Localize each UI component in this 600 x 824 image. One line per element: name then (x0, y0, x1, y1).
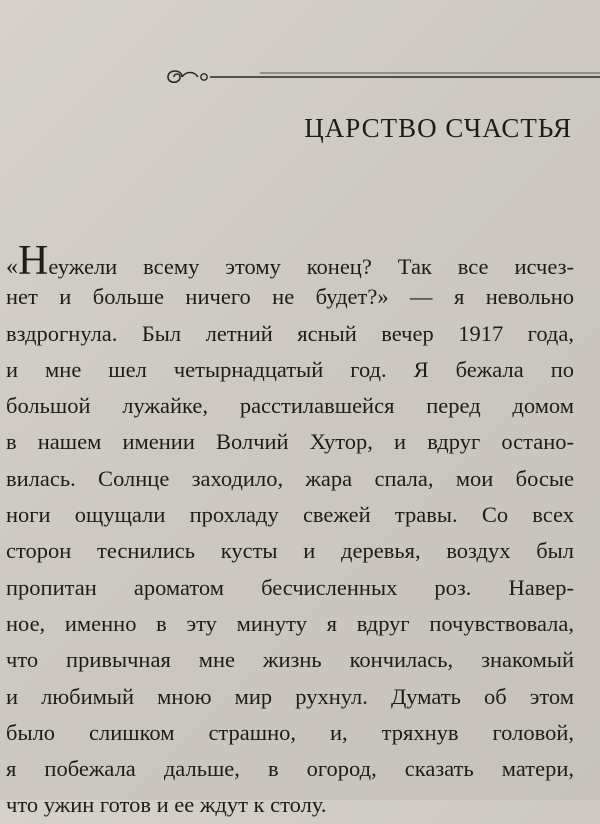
text-line: вилась. Солнце заходило, жара спала, мои босые (6, 465, 574, 491)
first-line-text: еужели всему этому конец? Так все исчез- (48, 254, 574, 279)
text-line: пропитан ароматом бесчисленных роз. Навер- (6, 574, 574, 600)
initial-letter: Н (18, 238, 49, 284)
text-line: вздрогнула. Был летний ясный вечер 1917 года, (6, 320, 574, 346)
text-line: что привычная мне жизнь кончилась, знакомый (6, 647, 574, 673)
text-line: ноги ощущали прохладу свежей травы. Со всех (6, 502, 574, 528)
text-line: и любимый мною мир рухнул. Думать об этом (6, 683, 574, 709)
text-line: нет и больше ничего не будет?» — я невольно (6, 284, 574, 310)
text-line: большой лужайке, расстилавшейся перед домом (6, 393, 574, 419)
text-line: ное, именно в эту минуту я вдруг почувствовала, (6, 610, 574, 636)
paragraph (6, 238, 574, 824)
text-line: сторон теснились кусты и деревья, воздух был (6, 538, 574, 564)
text-line: и мне шел четырнадцатый год. Я бежала по (6, 356, 574, 382)
text-line: я побежала дальше, в огород, сказать матери, (6, 756, 574, 782)
chapter-title: ЦАРСТВО СЧАСТЬЯ (304, 113, 572, 143)
text-line: было слишком страшно, и, тряхнув головой, (6, 719, 574, 745)
first-line (6, 238, 574, 284)
text-line: в нашем имении Волчий Хутор, и вдруг остано- (6, 429, 574, 455)
text-line-last: что ужин готов и ее ждут к столу. (6, 792, 327, 818)
scroll-flourish-icon (160, 62, 600, 92)
opening-quote: « (6, 254, 18, 280)
